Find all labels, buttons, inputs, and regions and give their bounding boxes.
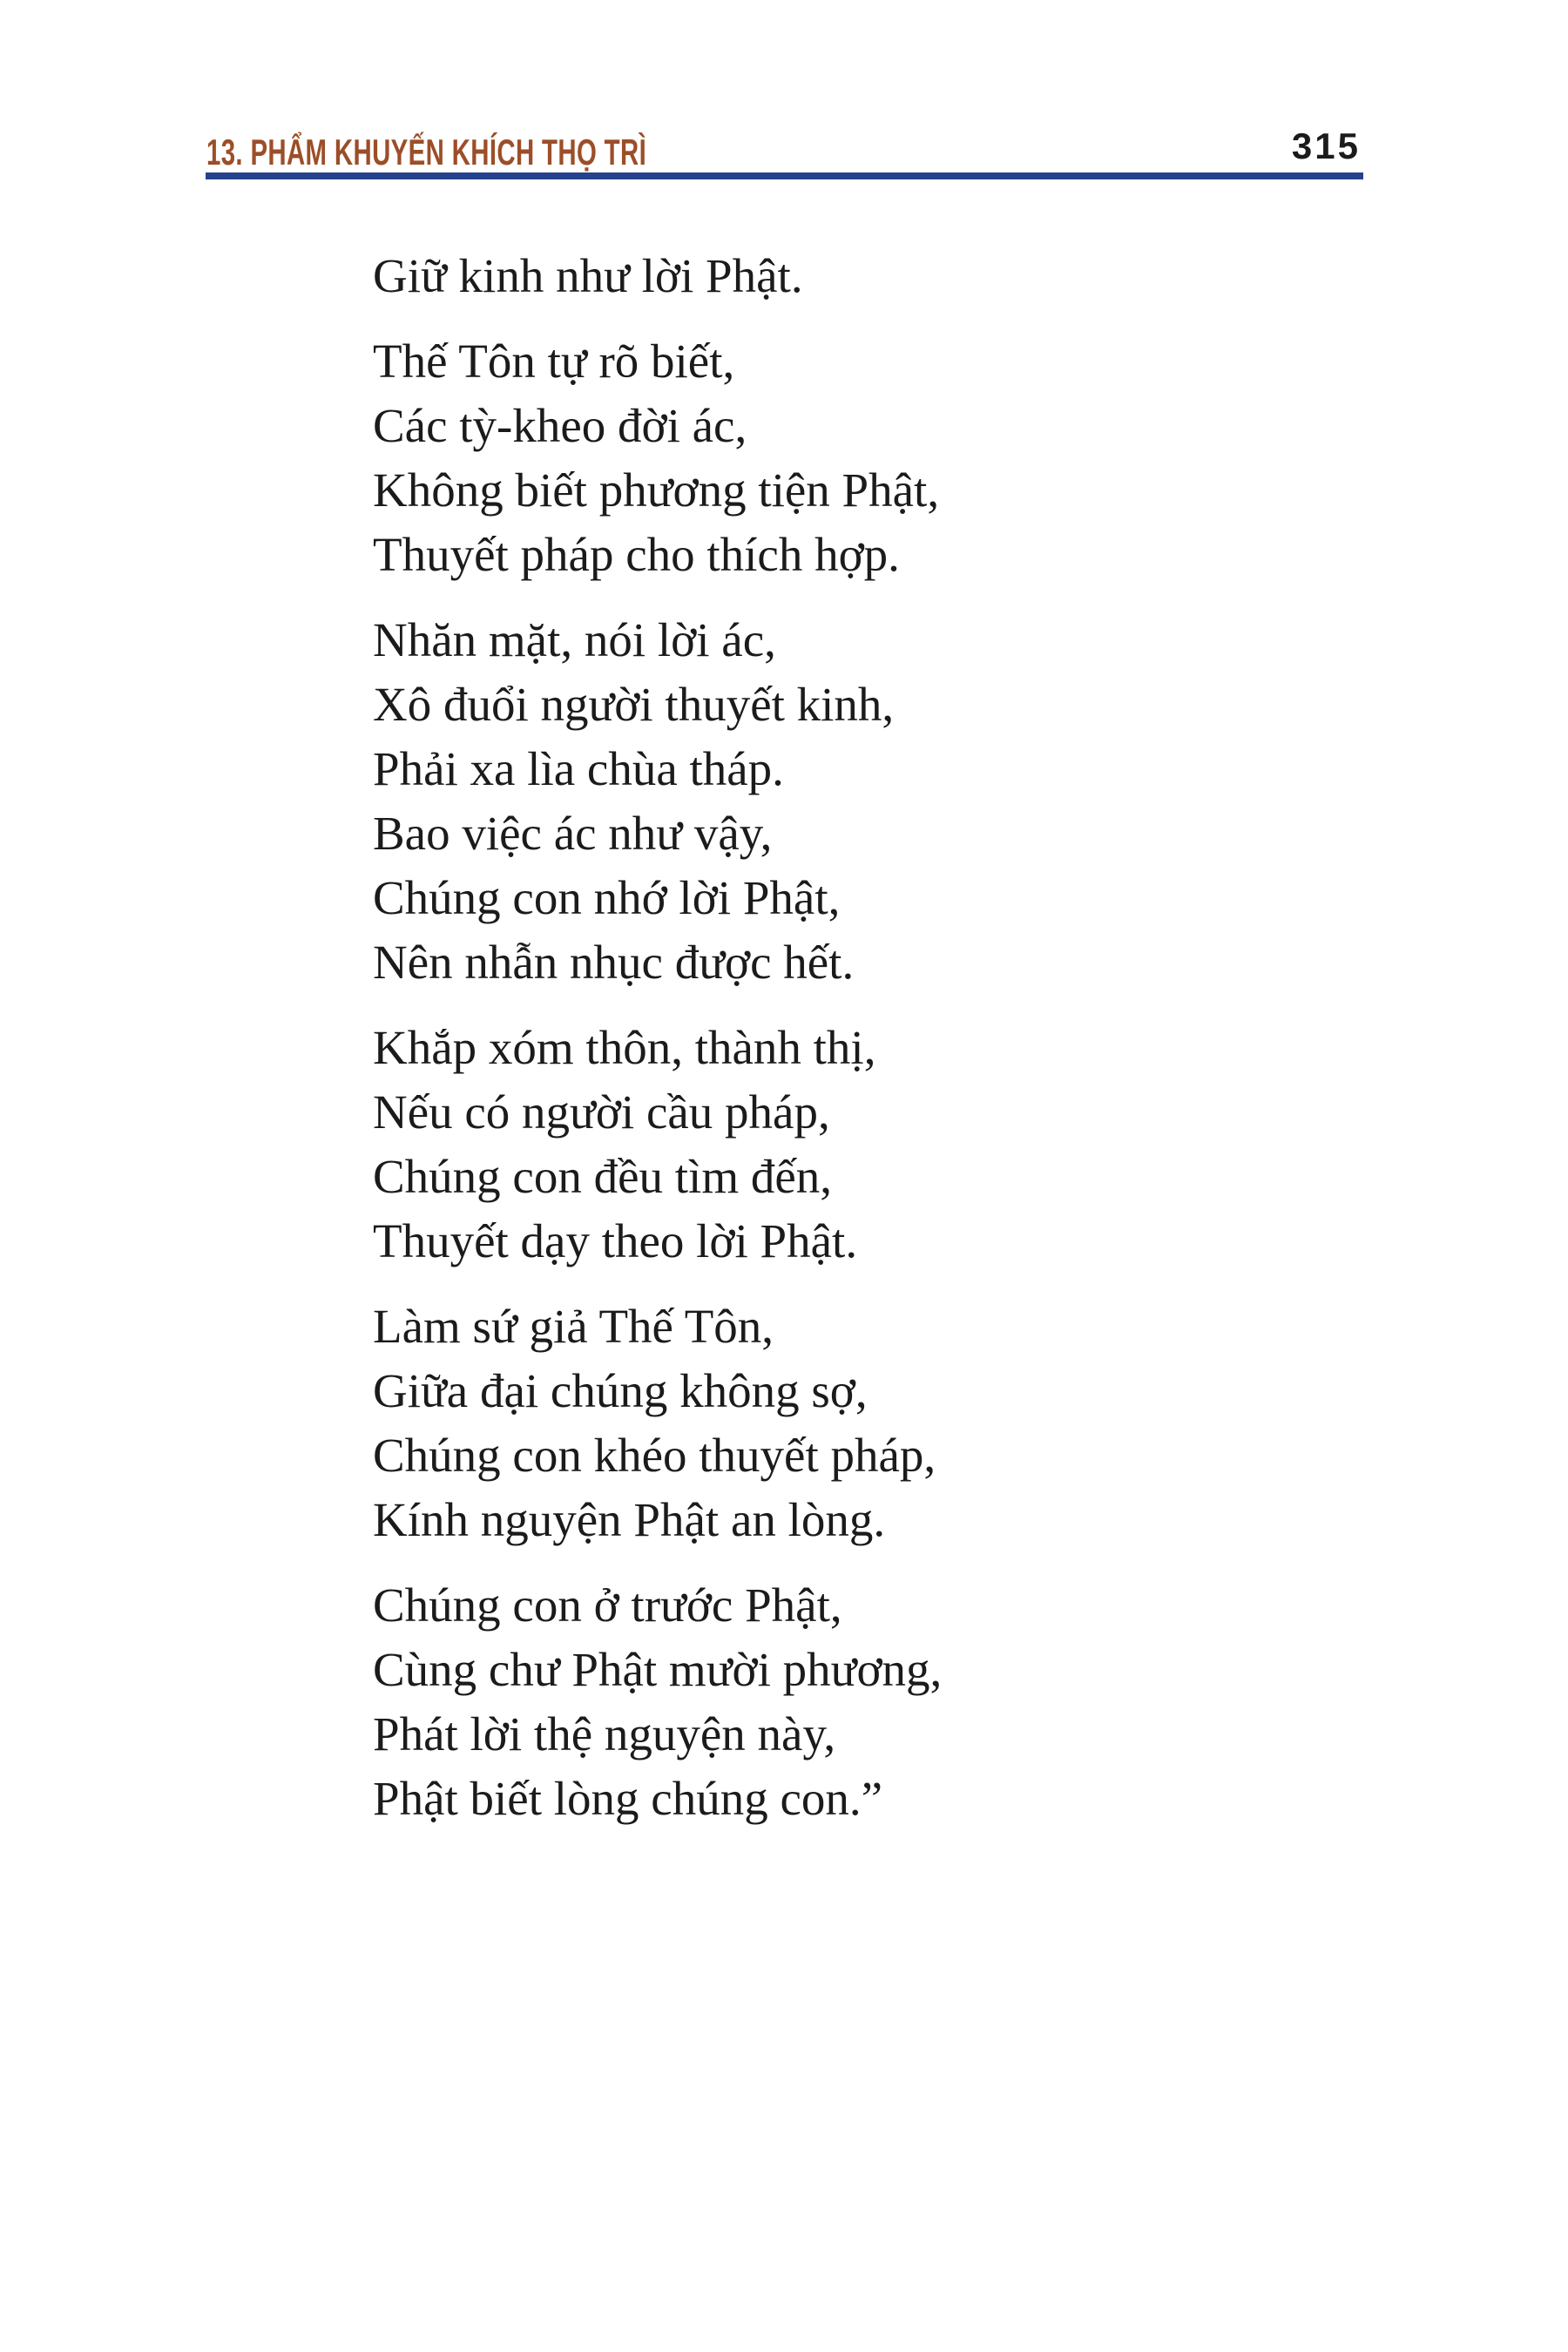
poem bbox=[373, 244, 942, 1831]
poem-line: Làm sứ giả Thế Tôn, bbox=[373, 1300, 774, 1353]
poem-line: Chúng con ở trước Phật, bbox=[373, 1578, 842, 1632]
poem-line: Nên nhẫn nhục được hết. bbox=[373, 936, 855, 989]
poem-line: Thuyết pháp cho thích hợp. bbox=[373, 528, 900, 581]
poem-line: Nhăn mặt, nói lời ác, bbox=[373, 613, 776, 666]
poem-line: Phát lời thệ nguyện này, bbox=[373, 1707, 836, 1761]
poem-stanza bbox=[373, 244, 942, 308]
poem-line: Thế Tôn tự rõ biết, bbox=[373, 335, 735, 388]
poem-line: Khắp xóm thôn, thành thị, bbox=[373, 1021, 876, 1074]
poem-stanza bbox=[373, 329, 942, 587]
poem-line: Nếu có người cầu pháp, bbox=[373, 1085, 830, 1139]
poem-line: Chúng con đều tìm đến, bbox=[373, 1150, 833, 1203]
poem-line: Cùng chư Phật mười phương, bbox=[373, 1643, 943, 1696]
poem-stanza bbox=[373, 1294, 942, 1552]
poem-line: Kính nguyện Phật an lòng. bbox=[373, 1493, 886, 1546]
poem-line: Không biết phương tiện Phật, bbox=[373, 463, 940, 517]
poem-stanza bbox=[373, 1573, 942, 1831]
poem-line: Giữa đại chúng không sợ, bbox=[373, 1364, 868, 1417]
poem-line: Chúng con nhớ lời Phật, bbox=[373, 871, 841, 924]
poem-line: Phật biết lòng chúng con.” bbox=[373, 1772, 883, 1825]
poem-line: Các tỳ-kheo đời ác, bbox=[373, 399, 747, 452]
chapter-title: 13. PHẨM KHUYẾN KHÍCH THỌ TRÌ bbox=[206, 132, 647, 172]
poem-line: Bao việc ác như vậy, bbox=[373, 807, 773, 860]
poem-line: Giữ kinh như lời Phật. bbox=[373, 249, 803, 302]
page-number: 315 bbox=[1291, 125, 1361, 166]
header-rule bbox=[206, 172, 1363, 179]
poem-stanza bbox=[373, 1016, 942, 1274]
poem-line: Xô đuổi người thuyết kinh, bbox=[373, 678, 895, 731]
poem-line: Thuyết dạy theo lời Phật. bbox=[373, 1214, 858, 1267]
poem-line: Chúng con khéo thuyết pháp, bbox=[373, 1429, 936, 1482]
poem-stanza bbox=[373, 608, 942, 995]
poem-line: Phải xa lìa chùa tháp. bbox=[373, 742, 784, 795]
